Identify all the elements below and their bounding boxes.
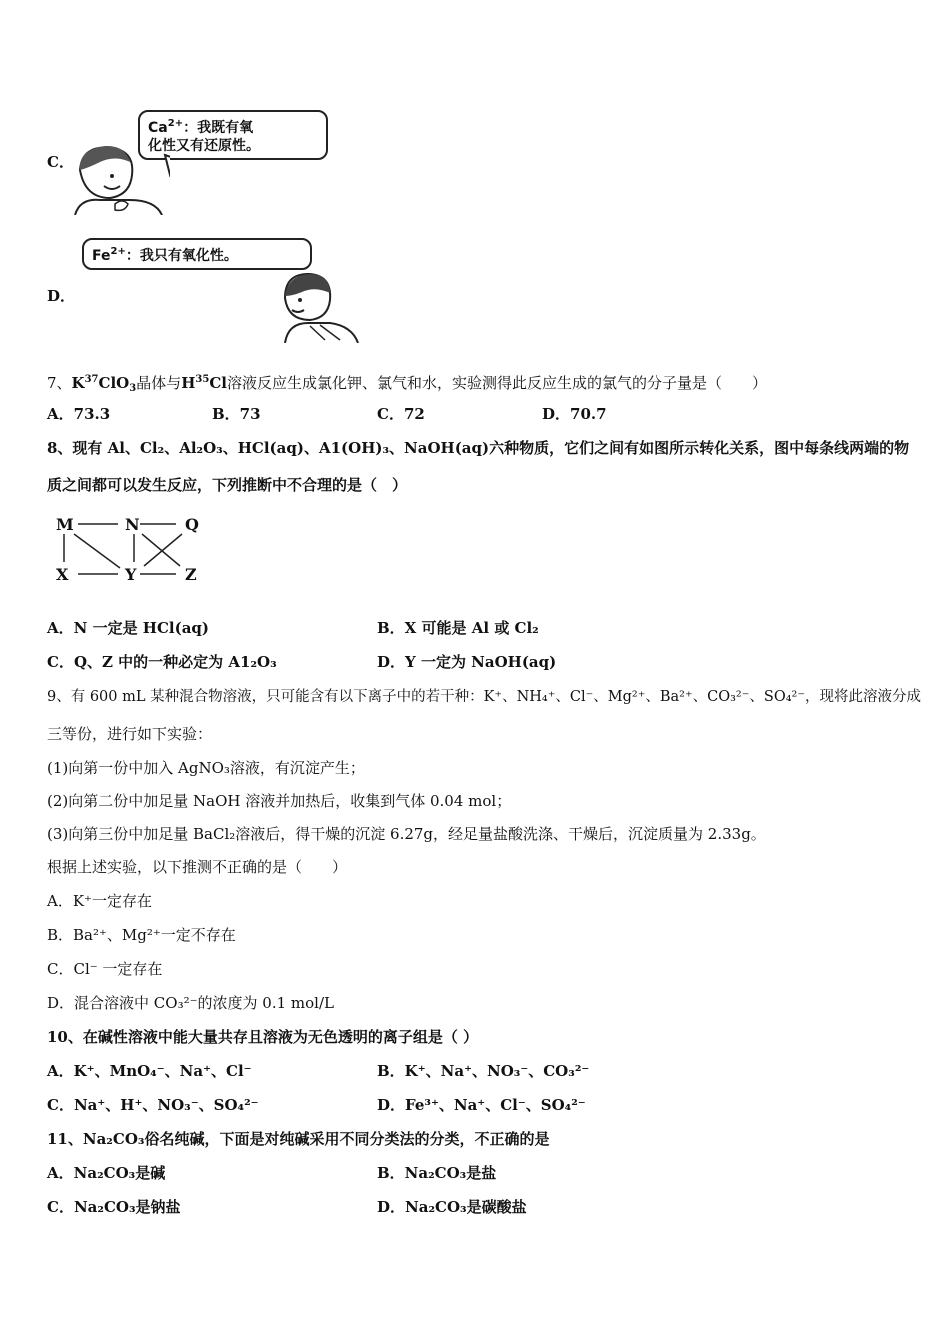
q10-option-d: D．Fe³⁺、Na⁺、Cl⁻、SO₄²⁻ [377, 1096, 586, 1114]
cartoon-boy-c [70, 140, 170, 215]
q7-clo: ClO [98, 374, 130, 392]
q8-stem-line1: 8、现有 Al、Cl₂、Al₂O₃、HCl(aq)、A1(OH)₃、NaOH(aq)六种物质，它们之间有如图所示转化关系，图中每条线两端的物 [47, 439, 910, 457]
bubble-c-line1: ：我既有氧 [183, 120, 254, 136]
q9-experiment-2: (2)向第二份中加足量 NaOH 溶液并加热后，收集到气体 0.04 mol； [47, 792, 512, 810]
q11-option-b: B．Na₂CO₃是盐 [377, 1164, 497, 1182]
q8-stem-line2: 质之间都可以发生反应，下列推断中不合理的是（ ） [47, 476, 408, 494]
node-q: Q [185, 515, 199, 534]
q7-cl: Cl [209, 374, 227, 392]
edge-n-z [142, 534, 180, 566]
q9-option-c: C．Cl⁻ 一定存在 [47, 960, 163, 978]
q7-isotope-37: 37 [84, 374, 99, 385]
q7-option-a: A．73.3 [47, 405, 111, 423]
ion-ca: Ca [148, 120, 168, 136]
ion-fe: Fe [92, 248, 111, 264]
q9-experiment-3: (3)向第三份中加足量 BaCl₂溶液后，得干燥的沉淀 6.27g，经足量盐酸洗涤、干燥后，沉淀质量为 2.33g。 [47, 825, 766, 843]
q8-option-a: A．N 一定是 HCl(aq) [47, 619, 210, 637]
option-c-label: C． [47, 153, 74, 171]
node-x: X [56, 565, 69, 584]
ion-ca-charge: 2+ [167, 118, 184, 129]
q7-number: 7、 [47, 374, 72, 392]
q9-option-d: D．混合溶液中 CO₃²⁻的浓度为 0.1 mol/L [47, 994, 334, 1012]
q7-text1: 晶体与 [136, 374, 182, 392]
q8-reaction-diagram [50, 512, 210, 587]
q10-option-a: A．K⁺、MnO₄⁻、Na⁺、Cl⁻ [47, 1062, 252, 1080]
q11-stem: 11、Na₂CO₃俗名纯碱，下面是对纯碱采用不同分类法的分类，不正确的是 [47, 1130, 550, 1148]
option-d-label: D． [47, 287, 76, 305]
q11-option-a: A．Na₂CO₃是碱 [47, 1164, 166, 1182]
cartoon-boy-d [270, 268, 365, 343]
q7-option-c: C．72 [377, 405, 425, 423]
q7-option-b: B．73 [212, 405, 261, 423]
q7-text2: 溶液反应生成氯化钾、氯气和水，实验测得此反应生成的氯气的分子量是（ ） [226, 374, 767, 392]
q7-option-d: D．70.7 [542, 405, 607, 423]
q9-stem-line1: 9、有 600 mL 某种混合物溶液，只可能含有以下离子中的若干种：K⁺、NH₄⁺、Cl⁻、Mg²⁺、Ba²⁺、CO₃²⁻、SO₄²⁻，现将此溶液分成 [47, 689, 921, 705]
edge-q-y [144, 534, 182, 566]
node-z: Z [185, 565, 197, 584]
q10-stem: 10、在碱性溶液中能大量共存且溶液为无色透明的离子组是（ ） [47, 1028, 479, 1046]
q7-k: K [71, 374, 85, 392]
q10-option-b: B．K⁺、Na⁺、NO₃⁻、CO₃²⁻ [377, 1062, 590, 1080]
q7-h: H [181, 374, 196, 392]
ion-fe-charge: 2+ [110, 246, 126, 257]
q8-option-b: B．X 可能是 Al 或 Cl₂ [377, 619, 539, 637]
bubble-d-text: ：我只有氧化性。 [125, 248, 238, 264]
q11-option-d: D．Na₂CO₃是碳酸盐 [377, 1198, 527, 1216]
speech-bubble-d [82, 238, 312, 270]
q9-stem-line2: 三等份，进行如下实验： [47, 725, 213, 743]
q7-stem [47, 370, 767, 399]
node-m: M [56, 515, 74, 534]
q8-option-d: D．Y 一定为 NaOH(aq) [377, 653, 557, 671]
q11-option-c: C．Na₂CO₃是钠盐 [47, 1198, 181, 1216]
q10-option-c: C．Na⁺、H⁺、NO₃⁻、SO₄²⁻ [47, 1096, 259, 1114]
node-n: N [125, 515, 140, 534]
edge-m-y [74, 534, 120, 568]
q9-option-a: A．K⁺一定存在 [47, 892, 152, 910]
node-y: Y [125, 565, 137, 584]
q7-isotope-35: 35 [195, 374, 210, 385]
q9-option-b: B．Ba²⁺、Mg²⁺一定不存在 [47, 926, 236, 944]
q8-option-c: C．Q、Z 中的一种必定为 A1₂O₃ [47, 653, 277, 671]
q9-question: 根据上述实验，以下推测不正确的是（ ） [47, 858, 348, 876]
q7-sub3: 3 [129, 383, 137, 394]
bubble-c-line2: 化性又有还原性。 [148, 138, 260, 154]
q9-experiment-1: (1)向第一份中加入 AgNO₃溶液，有沉淀产生； [47, 759, 365, 777]
